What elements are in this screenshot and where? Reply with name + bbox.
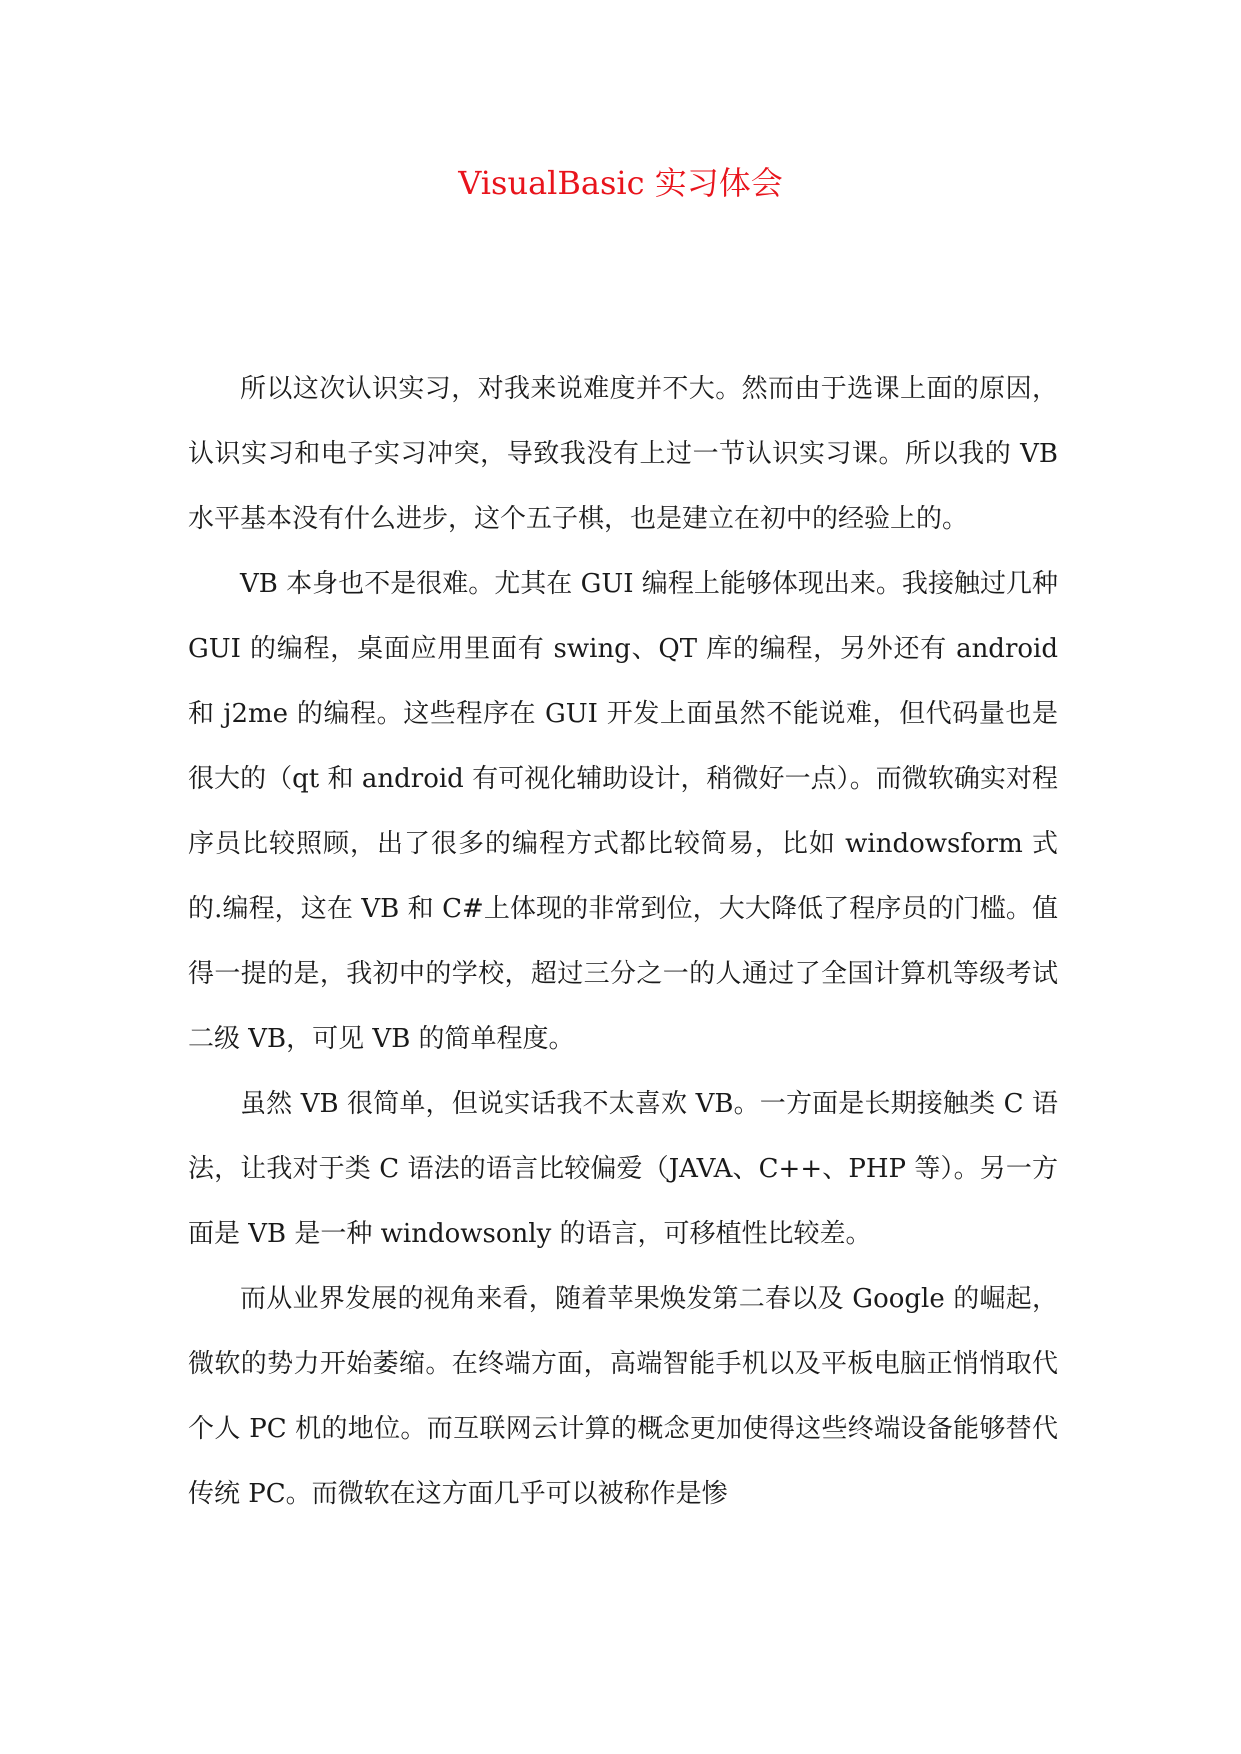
document-title: VisualBasic 实习体会 bbox=[458, 164, 783, 202]
paragraph: 虽然 VB 很简单，但说实话我不太喜欢 VB。一方面是长期接触类 C 语法，让我对于类 C 语法的语言比较偏爱（JAVA、C++、PHP 等）。另一方面是 VB 是一种 windowsonly 的语言，可移植性比较差。 bbox=[188, 1089, 1058, 1249]
paragraph: 而从业界发展的视角来看，随着苹果焕发第二春以及 Google 的崛起，微软的势力开始萎缩。在终端方面，高端智能手机以及平板电脑正悄悄取代个人 PC 机的地位。而互联网云计算的概念更加使得这些终端设备能够替代传统 PC。而微软在这方面几乎可以被称作是惨 bbox=[188, 1284, 1058, 1509]
paragraph: VB 本身也不是很难。尤其在 GUI 编程上能够体现出来。我接触过几种 GUI 的编程，桌面应用里面有 swing、QT 库的编程，另外还有 android 和 j2me 的编程。这些程序在 GUI 开发上面虽然不能说难，但代码量也是很大的（qt 和 android 有可视化辅助设计，稍微好一点）。而微软确实对程序员比较照顾，出了很多的编程方式都比较简易，比如 windowsform 式的.编程，这在 VB 和 C#上体现的非常到位，大大降低了程序员的门槛。值得一提的是，我初中的学校，超过三分之一的人通过了全国计算机等级考试二级 VB，可见 VB 的简单程度。 bbox=[188, 569, 1058, 1054]
paragraph: 所以这次认识实习，对我来说难度并不大。然而由于选课上面的原因，认识实习和电子实习冲突，导致我没有上过一节认识实习课。所以我的 VB 水平基本没有什么进步，这个五子棋，也是建立在初中的经验上的。 bbox=[188, 374, 1058, 534]
document-body bbox=[188, 357, 1058, 1527]
